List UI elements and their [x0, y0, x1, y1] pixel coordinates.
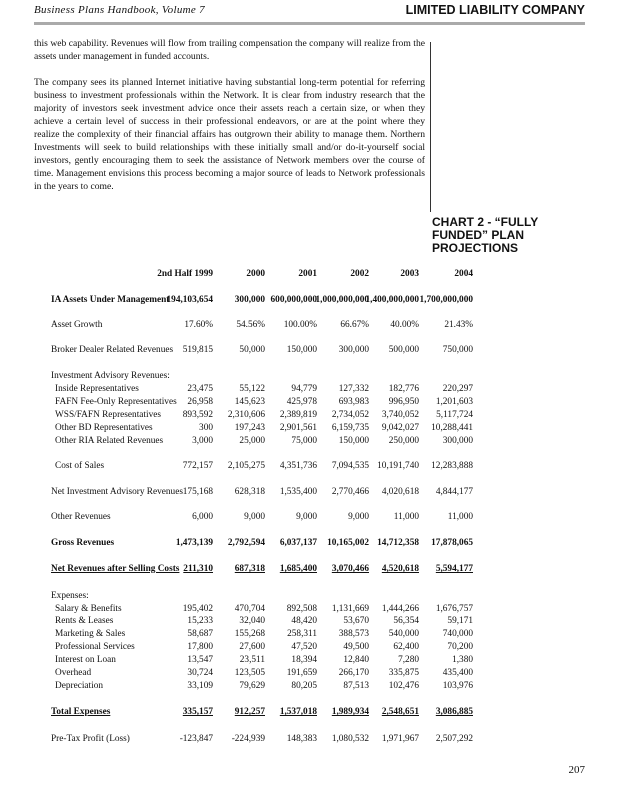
table-cell: 197,243 [234, 423, 265, 433]
table-cell: 87,513 [343, 681, 369, 691]
row-label: Depreciation [55, 681, 104, 691]
table-cell: 1,537,018 [279, 707, 317, 717]
row-label: FAFN Fee-Only Representatives [55, 397, 177, 407]
table-cell: 33,109 [187, 681, 213, 691]
table-cell: 47,520 [291, 642, 317, 652]
table-cell: 58,687 [187, 629, 213, 639]
paragraph-2: The company sees its planned Internet initiative having substantial long-term potential for referring business to investment professionals within the Network. It is clear from industry research that the majority of investors seek investment advice once their assets reach a certain size, or when they achieve a certain level of success in their professional endeavors, or are at the point where they realize the complexity of their financial affairs has outgrown their ability to manage them. Northern Investments will seek to build relationships with these initially small and/or do-it-yourself social investors, gently encouraging them to seek the assistance of Network members over the course of time. Management envisions this process becoming a major source of leads to Network professionals in the years to come. [34, 77, 425, 192]
table-cell: 62,400 [393, 642, 419, 652]
table-cell: 335,157 [182, 707, 213, 717]
table-cell: 1,676,757 [435, 604, 473, 614]
table-cell: 10,288,441 [431, 423, 473, 433]
row-label: Inside Representatives [55, 384, 139, 394]
table-cell: 1,971,967 [381, 734, 419, 744]
table-cell: 55,122 [239, 384, 265, 394]
table-cell: -224,939 [231, 734, 265, 744]
column-header: 2nd Half 1999 [157, 269, 213, 279]
row-label: Professional Services [55, 642, 135, 652]
column-header: 2002 [350, 269, 369, 279]
table-cell: 1,535,400 [279, 487, 317, 497]
table-cell: 5,117,724 [436, 410, 473, 420]
table-cell: 1,080,532 [331, 734, 369, 744]
margin-rule [430, 42, 431, 212]
table-cell: 2,792,594 [227, 538, 265, 548]
table-cell: 996,950 [388, 397, 419, 407]
table-cell: 470,704 [234, 604, 265, 614]
table-cell: 150,000 [338, 436, 369, 446]
table-cell: 11,000 [393, 512, 419, 522]
table-cell: 2,734,052 [331, 410, 369, 420]
table-cell: 519,815 [182, 345, 213, 355]
row-label: Broker Dealer Related Revenues [51, 345, 174, 355]
table-cell: 14,712,358 [377, 538, 419, 548]
table-cell: 1,400,000,000 [365, 295, 419, 305]
row-label: Salary & Benefits [55, 604, 122, 614]
table-cell: 12,840 [343, 655, 369, 665]
row-label: Asset Growth [51, 320, 103, 330]
table-cell: 628,318 [234, 487, 265, 497]
table-cell: 66.67% [340, 320, 369, 330]
table-cell: 300,000 [338, 345, 369, 355]
table-cell: 1,201,603 [435, 397, 473, 407]
table-cell: 194,103,654 [166, 295, 213, 305]
table-cell: 6,000 [192, 512, 213, 522]
table-cell: 18,394 [291, 655, 317, 665]
table-cell: 4,844,177 [435, 487, 473, 497]
table-cell: 2,310,606 [227, 410, 265, 420]
table-cell: 2,901,561 [279, 423, 317, 433]
table-cell: 388,573 [338, 629, 369, 639]
table-cell: 127,332 [338, 384, 369, 394]
row-label: Net Investment Advisory Revenues [51, 487, 183, 497]
table-cell: 9,000 [296, 512, 317, 522]
table-cell: 25,000 [239, 436, 265, 446]
table-cell: 7,280 [398, 655, 419, 665]
table-cell: 1,131,669 [331, 604, 369, 614]
table-cell: 9,000 [348, 512, 369, 522]
table-cell: 48,420 [291, 616, 317, 626]
table-cell: 772,157 [182, 461, 213, 471]
table-cell: 56,354 [393, 616, 419, 626]
row-label: Other Revenues [51, 512, 111, 522]
table-cell: 335,875 [388, 668, 419, 678]
table-cell: 5,594,177 [435, 564, 473, 574]
table-cell: 250,000 [388, 436, 419, 446]
paragraph-1: this web capability. Revenues will flow from trailing compensation the company will realize from the assets under management in funded accounts. [34, 38, 425, 62]
table-cell: 1,989,934 [331, 707, 369, 717]
row-label: Other BD Representatives [55, 423, 153, 433]
column-header: 2000 [246, 269, 265, 279]
table-cell: 912,257 [234, 707, 265, 717]
table-cell: 32,040 [239, 616, 265, 626]
table-cell: 2,507,292 [435, 734, 473, 744]
table-cell: 6,159,735 [331, 423, 369, 433]
table-cell: 2,389,819 [279, 410, 317, 420]
table-cell: 102,476 [388, 681, 419, 691]
row-label: Overhead [55, 668, 92, 678]
table-cell: 300 [199, 423, 213, 433]
row-label: WSS/FAFN Representatives [55, 410, 161, 420]
row-label: Expenses: [51, 591, 89, 601]
table-cell: 6,037,137 [279, 538, 317, 548]
table-cell: 600,000,000 [270, 295, 317, 305]
table-cell: 182,776 [388, 384, 419, 394]
table-cell: 17,878,065 [431, 538, 473, 548]
table-cell: 11,000 [447, 512, 473, 522]
table-cell: 2,548,651 [381, 707, 419, 717]
table-cell: 30,724 [187, 668, 213, 678]
table-cell: 3,070,466 [331, 564, 369, 574]
header-rule [34, 22, 585, 25]
table-cell: 211,310 [183, 564, 213, 574]
table-cell: 1,700,000,000 [419, 295, 473, 305]
table-cell: 2,770,466 [331, 487, 369, 497]
table-cell: 23,511 [239, 655, 265, 665]
table-cell: 740,000 [442, 629, 473, 639]
table-cell: 40.00% [390, 320, 419, 330]
table-cell: 150,000 [286, 345, 317, 355]
table-cell: 148,383 [286, 734, 317, 744]
table-cell: 750,000 [442, 345, 473, 355]
column-header: 2001 [298, 269, 317, 279]
table-cell: 220,297 [442, 384, 473, 394]
table-cell: 1,000,000,000 [315, 295, 369, 305]
row-label: Marketing & Sales [55, 629, 126, 639]
table-cell: 425,978 [286, 397, 317, 407]
table-cell: 49,500 [343, 642, 369, 652]
table-cell: 155,268 [234, 629, 265, 639]
row-label: Rents & Leases [55, 616, 114, 626]
table-cell: 3,086,885 [435, 707, 473, 717]
table-cell: 23,475 [187, 384, 213, 394]
table-cell: 54.56% [236, 320, 265, 330]
table-cell: 13,547 [187, 655, 213, 665]
table-cell: 435,400 [442, 668, 473, 678]
table-cell: 27,600 [239, 642, 265, 652]
table-cell: 693,983 [338, 397, 369, 407]
table-cell: 540,000 [388, 629, 419, 639]
table-cell: 1,444,266 [381, 604, 419, 614]
row-label: Investment Advisory Revenues: [51, 371, 170, 381]
row-label: Other RIA Related Revenues [55, 436, 164, 446]
table-cell: 687,318 [234, 564, 265, 574]
table-cell: 2,105,275 [227, 461, 265, 471]
row-label: Total Expenses [51, 707, 111, 717]
table-cell: 145,623 [234, 397, 265, 407]
page-number: 207 [568, 764, 585, 776]
row-label: Cost of Sales [55, 461, 105, 471]
table-cell: 266,170 [338, 668, 369, 678]
table-cell: 53,670 [343, 616, 369, 626]
table-cell: 59,171 [447, 616, 473, 626]
table-cell: 892,508 [286, 604, 317, 614]
chart-title: CHART 2 - “FULLY FUNDED” PLAN PROJECTIONS [432, 215, 539, 255]
table-cell: 9,042,027 [381, 423, 419, 433]
table-cell: 3,740,052 [381, 410, 419, 420]
table-cell: 9,000 [244, 512, 265, 522]
table-cell: 1,685,400 [279, 564, 317, 574]
table-cell: 4,020,618 [381, 487, 419, 497]
table-cell: 4,351,736 [279, 461, 317, 471]
table-cell: 80,205 [291, 681, 317, 691]
row-label: Interest on Loan [55, 655, 116, 665]
table-cell: 1,380 [452, 655, 473, 665]
table-cell: 17.60% [184, 320, 213, 330]
row-label: Net Revenues after Selling Costs [51, 564, 180, 574]
table-cell: 4,520,618 [381, 564, 419, 574]
table-cell: 893,592 [182, 410, 213, 420]
table-cell: 79,629 [239, 681, 265, 691]
table-cell: 70,200 [447, 642, 473, 652]
table-cell: 12,283,888 [431, 461, 473, 471]
row-label: Gross Revenues [51, 538, 115, 548]
table-cell: -123,847 [179, 734, 213, 744]
table-cell: 26,958 [187, 397, 213, 407]
row-label: Pre-Tax Profit (Loss) [51, 734, 130, 744]
table-cell: 123,505 [234, 668, 265, 678]
table-cell: 500,000 [388, 345, 419, 355]
table-cell: 10,165,002 [327, 538, 369, 548]
table-cell: 3,000 [192, 436, 213, 446]
table-cell: 1,473,139 [175, 538, 213, 548]
table-cell: 300,000 [442, 436, 473, 446]
table-cell: 103,976 [442, 681, 473, 691]
table-cell: 191,659 [286, 668, 317, 678]
table-cell: 258,311 [287, 629, 317, 639]
book-title: Business Plans Handbook, Volume 7 [34, 4, 205, 16]
table-cell: 7,094,535 [331, 461, 369, 471]
table-cell: 300,000 [234, 295, 265, 305]
table-cell: 195,402 [182, 604, 213, 614]
column-header: 2004 [454, 269, 473, 279]
table-cell: 94,779 [291, 384, 317, 394]
row-label: IA Assets Under Management [51, 295, 170, 305]
section-title: LIMITED LIABILITY COMPANY [405, 3, 585, 17]
table-cell: 10,191,740 [377, 461, 419, 471]
table-cell: 50,000 [239, 345, 265, 355]
table-cell: 17,800 [187, 642, 213, 652]
column-header: 2003 [400, 269, 419, 279]
table-cell: 175,168 [182, 487, 213, 497]
table-cell: 15,233 [187, 616, 213, 626]
table-cell: 21.43% [444, 320, 473, 330]
table-cell: 75,000 [291, 436, 317, 446]
table-cell: 100.00% [283, 320, 317, 330]
